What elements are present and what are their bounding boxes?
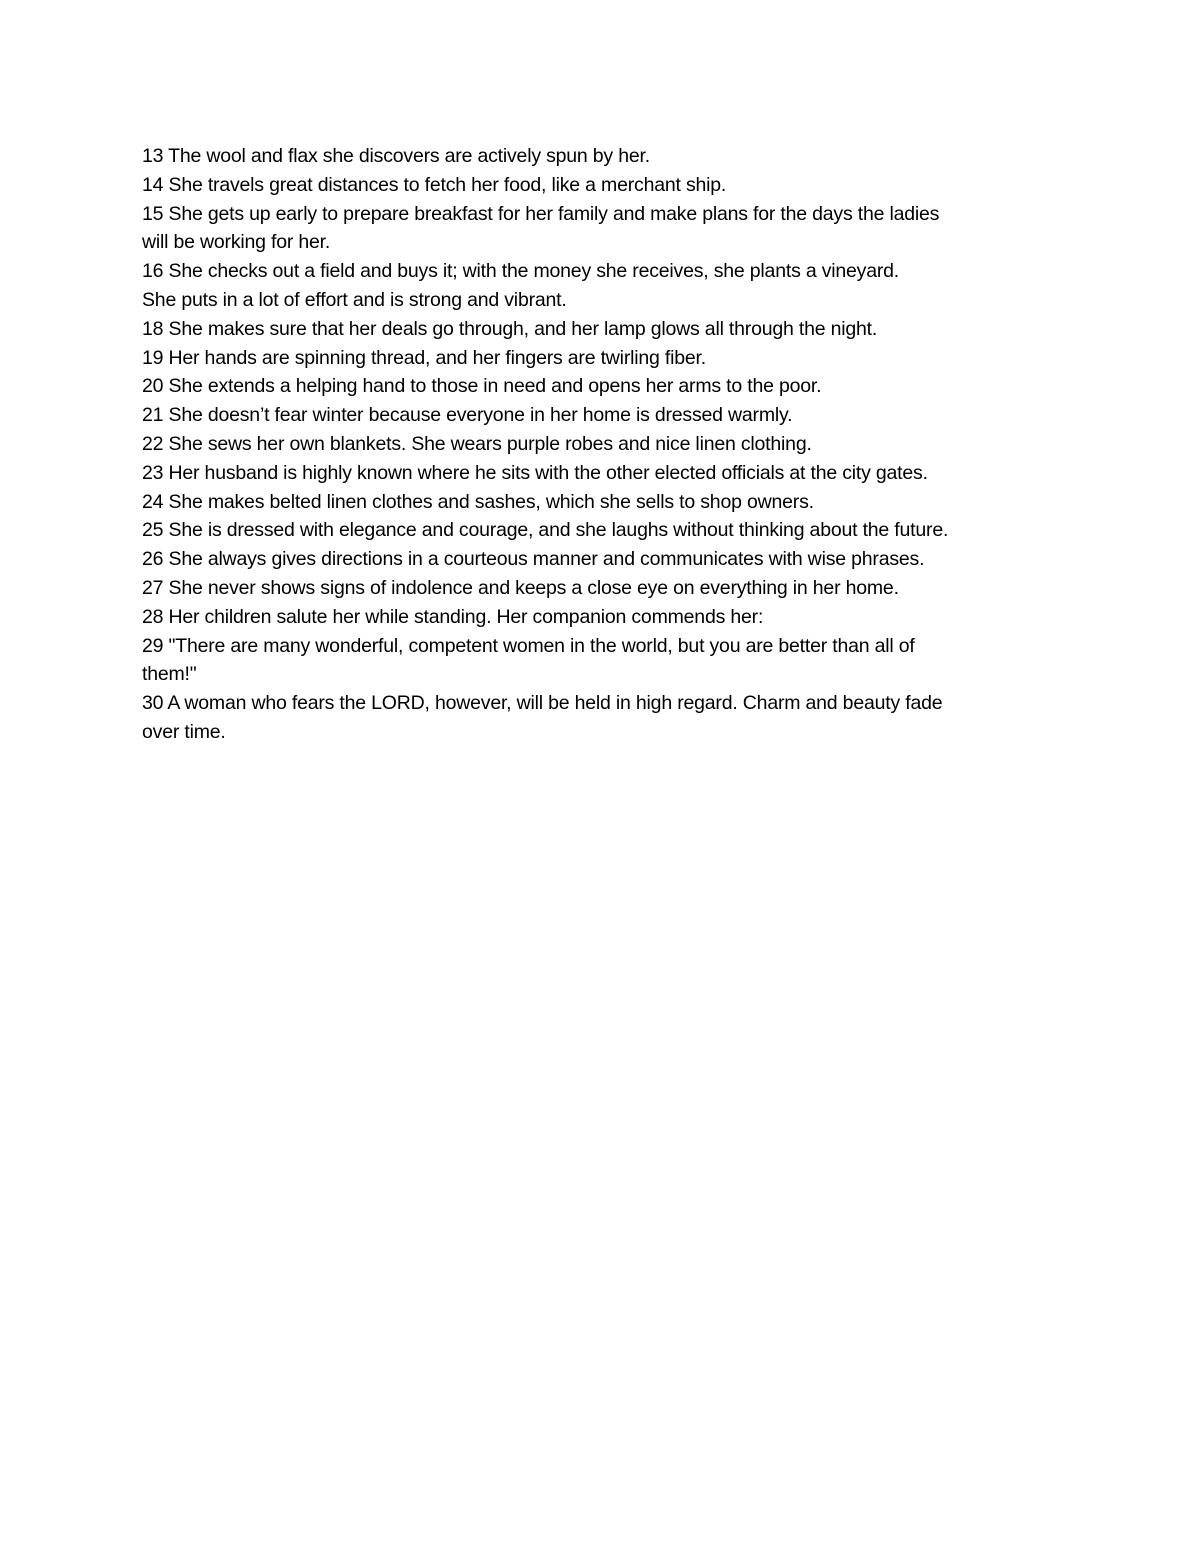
text-line: over time. <box>142 720 226 743</box>
text-line: 22 She sews her own blankets. She wears purple robes and nice linen clothing. <box>142 432 812 455</box>
text-line: 27 She never shows signs of indolence and keeps a close eye on everything in her home. <box>142 576 899 599</box>
text-line: 14 She travels great distances to fetch her food, like a merchant ship. <box>142 173 727 196</box>
text-line: 23 Her husband is highly known where he sits with the other elected officials at the city gates. <box>142 461 928 484</box>
text-line: 28 Her children salute her while standing. Her companion commends her: <box>142 605 764 628</box>
text-line: 21 She doesn’t fear winter because everyone in her home is dressed warmly. <box>142 404 793 427</box>
text-line: 26 She always gives directions in a courteous manner and communicates with wise phrases. <box>142 548 925 571</box>
text-line: 29 "There are many wonderful, competent women in the world, but you are better than all of <box>142 634 915 657</box>
text-line: 16 She checks out a field and buys it; with the money she receives, she plants a vineyard. <box>142 260 900 283</box>
text-line: 18 She makes sure that her deals go through, and her lamp glows all through the night. <box>142 317 878 340</box>
text-line: 19 Her hands are spinning thread, and her fingers are twirling fiber. <box>142 346 706 369</box>
text-line: them!" <box>142 663 197 686</box>
text-line: She puts in a lot of effort and is strong and vibrant. <box>142 288 567 311</box>
text-line: will be working for her. <box>142 231 331 254</box>
text-line: 25 She is dressed with elegance and courage, and she laughs without thinking about the future. <box>142 519 949 542</box>
text-line: 30 A woman who fears the LORD, however, will be held in high regard. Charm and beauty fade <box>142 692 943 715</box>
text-line: 13 The wool and flax she discovers are actively spun by her. <box>142 145 650 167</box>
text-line: 15 She gets up early to prepare breakfast for her family and make plans for the days the ladies <box>142 202 940 225</box>
document-body <box>142 142 1062 747</box>
text-line: 20 She extends a helping hand to those in need and opens her arms to the poor. <box>142 375 822 398</box>
text-line: 24 She makes belted linen clothes and sashes, which she sells to shop owners. <box>142 490 814 513</box>
